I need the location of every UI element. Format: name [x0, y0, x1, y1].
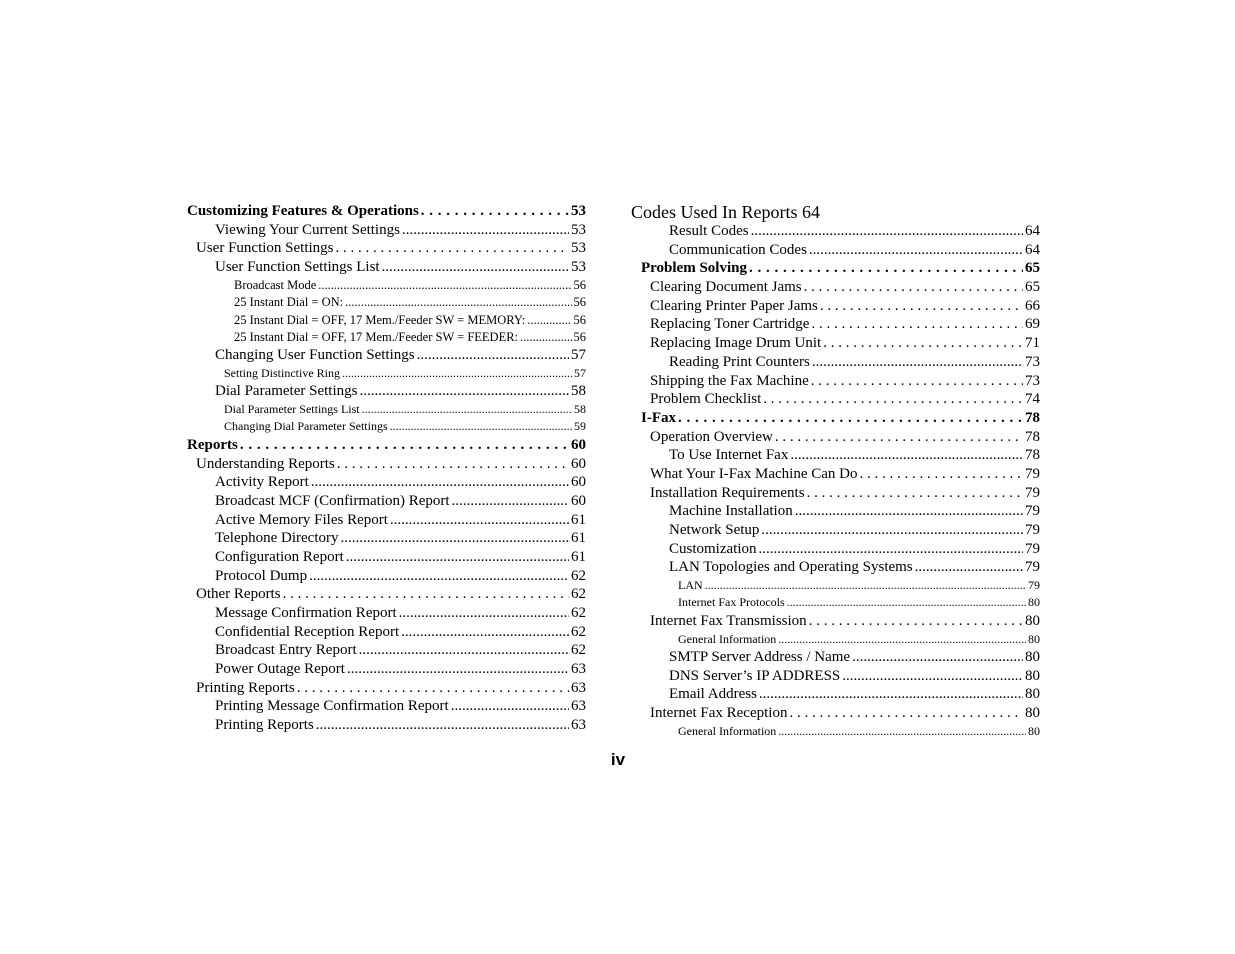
toc-leader [311, 473, 569, 492]
toc-entry [187, 641, 586, 660]
toc-entry [631, 353, 1040, 372]
toc-entry-page: 65 [1025, 260, 1040, 277]
toc-entry-title: Replacing Toner Cartridge [650, 316, 810, 333]
toc-entry-page: 62 [571, 642, 586, 659]
toc-leader [775, 428, 1023, 447]
toc-leader [787, 594, 1026, 611]
toc-entry [187, 529, 586, 548]
toc-entry-title: Installation Requirements [650, 484, 805, 501]
toc-entry [631, 723, 1040, 740]
toc-entry [631, 502, 1040, 521]
toc-entry-title: Configuration Report [215, 548, 344, 565]
toc-entry [187, 492, 586, 511]
toc-entry [187, 511, 586, 530]
page-number: iv [610, 750, 626, 769]
toc-leader [859, 465, 1023, 484]
toc-entry-title: DNS Server’s IP ADDRESS [669, 667, 841, 684]
toc-entry-title: I-Fax [641, 409, 676, 426]
toc-left-column [187, 202, 586, 735]
toc-entry-title: Other Reports [196, 586, 281, 603]
toc-leader [811, 372, 1023, 391]
toc-entry-title: Replacing Image Drum Unit [650, 335, 822, 352]
toc-leader [417, 346, 569, 365]
toc-entry-page: 69 [1025, 316, 1040, 333]
toc-entry-page: 61 [571, 511, 586, 528]
toc-entry-page: 71 [1025, 335, 1040, 352]
toc-entry-page: 80 [1028, 723, 1040, 738]
toc-leader [778, 631, 1026, 648]
toc-entry-page: 58 [574, 402, 586, 417]
toc-entry [187, 401, 586, 418]
toc-entry-title: Power Outage Report [215, 661, 345, 678]
toc-right-column [631, 202, 1040, 740]
toc-entry [187, 221, 586, 240]
toc-leader [316, 716, 569, 735]
toc-entry-title: Printing Reports [215, 717, 314, 734]
toc-entry-title: To Use Internet Fax [669, 447, 789, 464]
toc-entry [187, 585, 586, 604]
toc-entry-title: What Your I-Fax Machine Can Do [650, 465, 858, 482]
toc-leader [761, 521, 1023, 540]
toc-leader [811, 315, 1023, 334]
toc-entry [187, 202, 586, 221]
toc-leader [527, 312, 571, 329]
toc-entry-page: 80 [1025, 648, 1040, 665]
toc-leader [342, 365, 572, 382]
toc-entry-title: SMTP Server Address / Name [669, 648, 851, 665]
toc-entry-title: Broadcast Entry Report [215, 642, 357, 659]
toc-entry-title: Message Confirmation Report [215, 605, 397, 622]
toc-entry [631, 372, 1040, 391]
toc-entry-title: Machine Installation [669, 503, 793, 520]
toc-entry-page: 78 [1025, 428, 1040, 445]
toc-entry-title: Reports [187, 436, 238, 453]
toc-entry [631, 334, 1040, 353]
toc-entry-page: 79 [1025, 559, 1040, 576]
toc-leader [812, 353, 1023, 372]
toc-leader [451, 697, 569, 716]
toc-entry-title: Internet Fax Transmission [650, 612, 807, 629]
toc-entry-title: Clearing Printer Paper Jams [650, 297, 818, 314]
toc-entry-title: LAN Topologies and Operating Systems [669, 559, 913, 576]
toc-leader [283, 585, 569, 604]
toc-entry [631, 704, 1040, 723]
toc-entry-page: 79 [1025, 503, 1040, 520]
toc-entry-page: 53 [571, 203, 586, 219]
toc-leader [520, 329, 571, 346]
toc-entry [631, 428, 1040, 447]
toc-leader [390, 511, 569, 530]
toc-entry-page: 80 [1028, 631, 1040, 646]
toc-entry-page: 56 [573, 312, 586, 327]
toc-entry-page: 74 [1025, 391, 1040, 408]
toc-leader [778, 723, 1026, 740]
toc-entry-title: Broadcast Mode [234, 277, 317, 292]
toc-entry [631, 594, 1040, 611]
toc-entry-title: Customizing Features & Operations [187, 203, 419, 219]
toc-entry [187, 716, 586, 735]
toc-entry-page: 79 [1025, 484, 1040, 501]
toc-entry-title: Network Setup [669, 522, 760, 538]
toc-entry-page: 57 [571, 347, 586, 364]
toc-entry [631, 521, 1040, 540]
toc-leader [421, 202, 569, 221]
toc-entry [187, 294, 586, 311]
toc-leader [852, 648, 1023, 667]
toc-entry-page: 53 [571, 240, 586, 257]
toc-leader [240, 436, 569, 455]
toc-leader [401, 623, 569, 642]
toc-entry-title: Shipping the Fax Machine [650, 372, 809, 389]
toc-leader [309, 567, 569, 586]
toc-leader [763, 390, 1023, 409]
toc-entry-title: Protocol Dump [215, 567, 308, 584]
toc-entry [187, 436, 586, 455]
toc-leader [337, 455, 569, 474]
toc-entry-title: Viewing Your Current Settings [215, 221, 400, 238]
toc-entry-page: 63 [571, 679, 586, 696]
toc-entry [631, 259, 1040, 278]
toc-entry-page: 62 [571, 586, 586, 603]
toc-entry-page: 64 [1025, 223, 1040, 239]
toc-entry-page: 73 [1025, 372, 1040, 389]
toc-entry-title: Problem Checklist [650, 391, 762, 408]
toc-entry-title: General Information [678, 723, 777, 738]
toc-entry [631, 577, 1040, 594]
toc-entry-page: 60 [571, 492, 586, 509]
toc-entry-title: Activity Report [215, 474, 309, 491]
toc-leader [340, 529, 569, 548]
toc-entry [187, 329, 586, 346]
toc-entry-page: 63 [571, 661, 586, 678]
toc-leader [823, 334, 1023, 353]
toc-leader [809, 612, 1023, 631]
toc-entry-title: 25 Instant Dial = OFF, 17 Mem./Feeder SW = MEMORY: [234, 312, 526, 327]
toc-entry-title: Clearing Document Jams [650, 279, 802, 296]
toc-entry-page: 80 [1025, 704, 1040, 721]
toc-leader [820, 297, 1023, 316]
toc-entry [187, 418, 586, 435]
toc-entry-title: Dial Parameter Settings List [224, 402, 360, 417]
toc-entry-title: 25 Instant Dial = ON: [234, 295, 344, 310]
toc-entry [631, 631, 1040, 648]
toc-entry-page: 79 [1025, 522, 1040, 538]
toc-entry-title: Communication Codes [669, 241, 807, 258]
toc-leader [751, 222, 1023, 241]
toc-entry-page: 80 [1025, 686, 1040, 703]
toc-entry-page: 79 [1025, 540, 1040, 557]
toc-entry-title: Active Memory Files Report [215, 511, 388, 528]
toc-entry-page: 60 [571, 474, 586, 491]
toc-entry [631, 612, 1040, 631]
toc-leader [705, 577, 1026, 594]
toc-leader [390, 418, 572, 435]
toc-entry-page: 63 [571, 698, 586, 715]
toc-leader [452, 492, 569, 511]
toc-entry-page: 60 [571, 436, 586, 453]
toc-entry [187, 277, 586, 294]
toc-entry-title: Changing User Function Settings [215, 347, 415, 364]
toc-entry [187, 473, 586, 492]
toc-entry-page: 53 [571, 259, 586, 276]
toc-entry-page: 63 [571, 717, 586, 734]
toc-leader [362, 401, 572, 418]
toc-leader [842, 667, 1023, 686]
toc-leader [347, 660, 569, 679]
toc-entry-page: 78 [1025, 447, 1040, 464]
toc-entry-page: 79 [1028, 578, 1040, 593]
toc-entry [187, 548, 586, 567]
toc-entry-title: Printing Message Confirmation Report [215, 698, 449, 715]
toc-leader [346, 548, 569, 567]
toc-entry-page: 62 [571, 605, 586, 622]
toc-entry [187, 382, 586, 401]
toc-entry-page: 66 [1025, 297, 1040, 314]
toc-entry [187, 567, 586, 586]
toc-entry-title: Dial Parameter Settings [215, 383, 358, 400]
toc-entry [631, 241, 1040, 260]
toc-entry-page: 80 [1025, 667, 1040, 684]
toc-entry [631, 315, 1040, 334]
toc-entry [631, 390, 1040, 409]
section-heading: Codes Used In Reports 64 [631, 202, 820, 222]
toc-entry [631, 540, 1040, 559]
toc-leader [399, 604, 569, 623]
toc-entry-title: Setting Distinctive Ring [224, 366, 340, 380]
toc-entry-title: General Information [678, 631, 777, 646]
toc-entry-title: Customization [669, 540, 757, 557]
toc-entry [187, 623, 586, 642]
toc-entry-page: 65 [1025, 279, 1040, 296]
toc-entry-title: LAN [678, 578, 703, 593]
toc-entry [187, 258, 586, 277]
toc-entry-title: User Function Settings List [215, 259, 380, 276]
toc-entry-page: 79 [1025, 465, 1040, 482]
toc-leader [678, 409, 1023, 428]
toc-entry [631, 222, 1040, 241]
toc-entry-title: 25 Instant Dial = OFF, 17 Mem./Feeder SW = FEEDER: [234, 329, 519, 344]
toc-entry [631, 558, 1040, 577]
toc-entry [631, 297, 1040, 316]
toc-entry-page: 61 [571, 548, 586, 565]
toc-entry-page: 58 [571, 383, 586, 400]
toc-entry-title: Result Codes [669, 223, 749, 239]
toc-leader [807, 484, 1023, 503]
toc-entry [187, 365, 586, 382]
toc-entry-page: 62 [571, 623, 586, 640]
toc-entry-page: 56 [573, 277, 586, 292]
toc-entry [187, 455, 586, 474]
toc-entry-page: 57 [574, 366, 586, 380]
toc-leader [915, 558, 1023, 577]
toc-entry [631, 409, 1040, 428]
toc-entry-title: Broadcast MCF (Confirmation) Report [215, 492, 450, 509]
toc-entry-page: 60 [571, 455, 586, 472]
toc-entry [631, 278, 1040, 297]
toc-leader [795, 502, 1023, 521]
toc-entry [187, 660, 586, 679]
toc-entry-title: Problem Solving [641, 260, 747, 277]
toc-leader [382, 258, 569, 277]
toc-entry-title: Changing Dial Parameter Settings [224, 419, 388, 434]
toc-leader [804, 278, 1023, 297]
toc-entry-page: 78 [1025, 409, 1040, 426]
toc-entry-page: 61 [571, 530, 586, 547]
toc-leader [345, 294, 571, 311]
toc-leader [297, 679, 569, 698]
toc-leader [759, 685, 1023, 704]
toc-entry [631, 648, 1040, 667]
toc-leader [359, 382, 569, 401]
toc-entry-page: 62 [571, 567, 586, 584]
toc-entry-page: 56 [573, 295, 586, 310]
toc-entry-page: 64 [1025, 241, 1040, 258]
toc-entry-page: 80 [1025, 612, 1040, 629]
toc-entry-title: Telephone Directory [215, 530, 339, 547]
toc-entry-title: Internet Fax Reception [650, 704, 788, 721]
toc-leader [790, 446, 1023, 465]
toc-entry [631, 667, 1040, 686]
toc-entry-page: 80 [1028, 595, 1040, 610]
toc-entry-title: Understanding Reports [196, 455, 335, 472]
toc-entry-page: 56 [573, 329, 586, 344]
toc-entry-title: Printing Reports [196, 679, 295, 696]
toc-entry [631, 446, 1040, 465]
toc-entry-title: Internet Fax Protocols [678, 595, 785, 610]
toc-entry [187, 679, 586, 698]
toc-leader [759, 540, 1024, 559]
toc-leader [336, 239, 570, 258]
toc-entry-title: Operation Overview [650, 428, 773, 445]
toc-entry-title: Reading Print Counters [669, 353, 810, 370]
toc-leader [318, 277, 571, 294]
toc-leader [809, 241, 1023, 260]
toc-entry [187, 312, 586, 329]
toc-leader [749, 259, 1023, 278]
toc-entry [187, 697, 586, 716]
toc-entry-page: 53 [571, 221, 586, 238]
toc-leader [402, 221, 569, 240]
toc-entry [631, 685, 1040, 704]
toc-entry [631, 465, 1040, 484]
toc-entry-page: 59 [574, 419, 586, 434]
toc-leader [359, 641, 569, 660]
toc-entry [187, 604, 586, 623]
toc-entry-title: Confidential Reception Report [215, 623, 400, 640]
toc-leader [789, 704, 1023, 723]
toc-entry [187, 346, 586, 365]
toc-entry-page: 73 [1025, 353, 1040, 370]
toc-entry-title: Email Address [669, 686, 757, 703]
toc-entry-title: User Function Settings [196, 240, 334, 257]
toc-entry [631, 484, 1040, 503]
toc-entry [187, 239, 586, 258]
